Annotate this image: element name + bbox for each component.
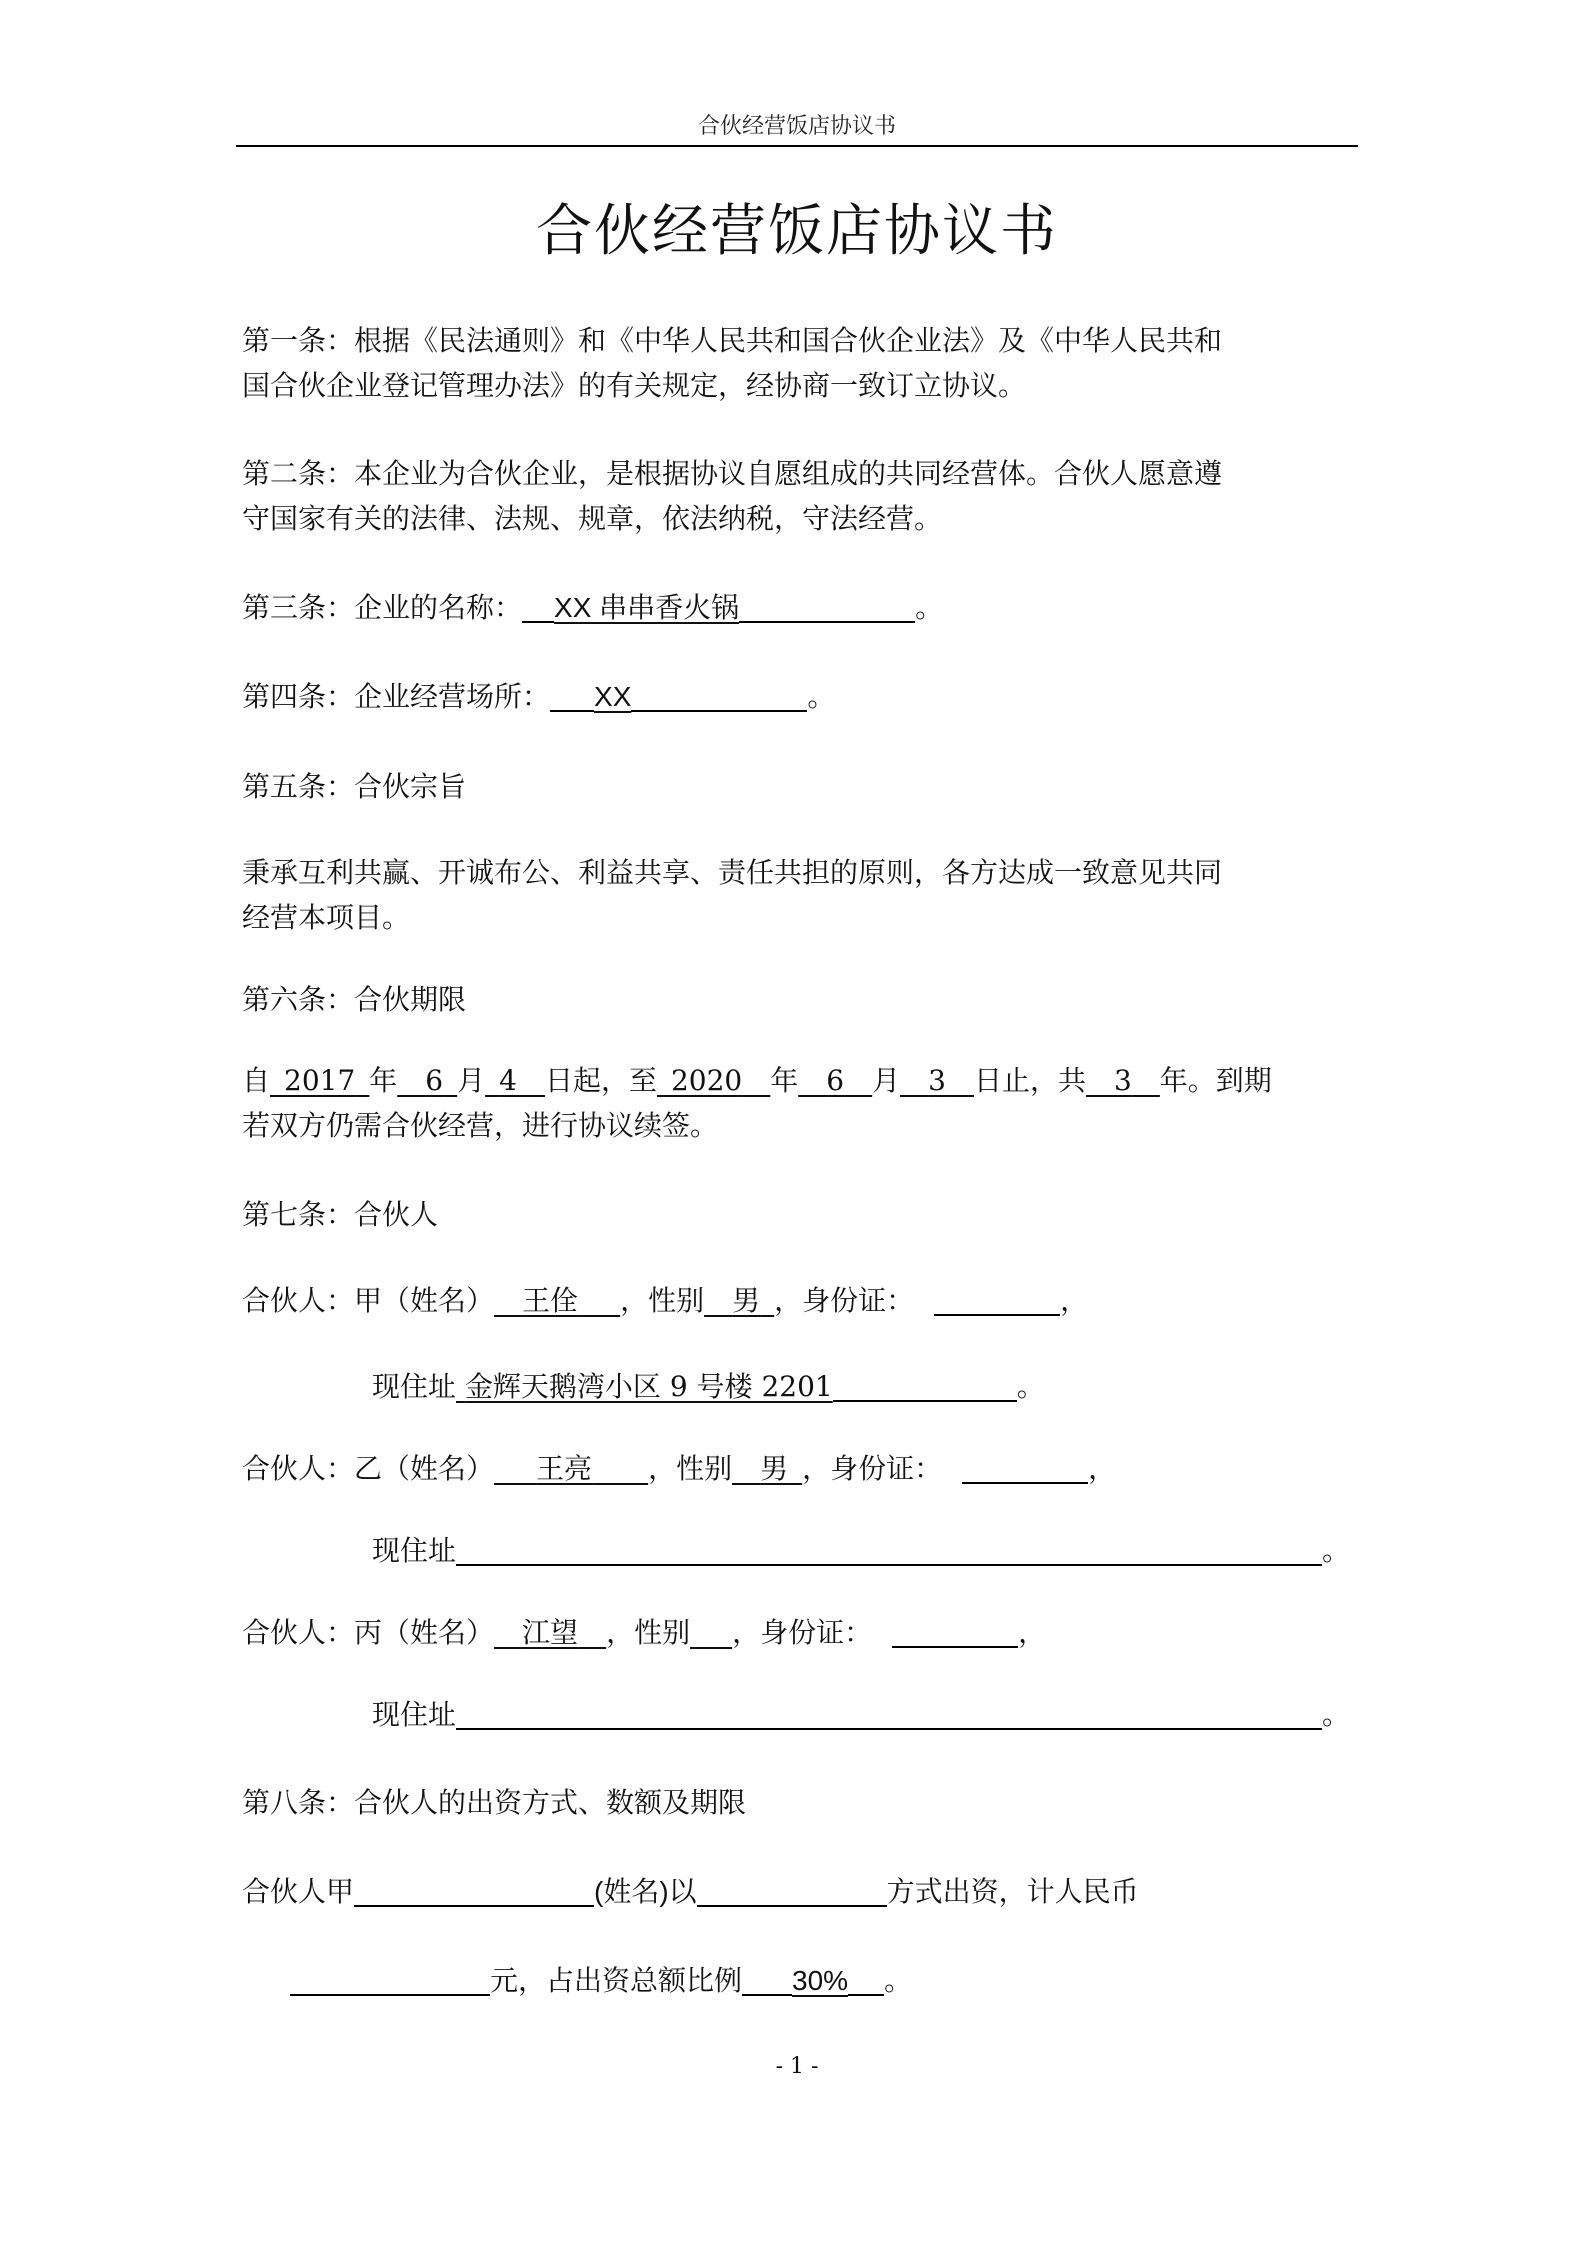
page-number: - 1 - bbox=[775, 2054, 819, 2079]
end-year: _2020__ bbox=[656, 1064, 771, 1097]
start-month: __6_ bbox=[397, 1064, 458, 1097]
article-4-label: 第四条：企业经营场所： bbox=[242, 680, 551, 713]
blank bbox=[848, 1960, 884, 1996]
period: 。 bbox=[1322, 1698, 1351, 1731]
term-text: 年 bbox=[369, 1064, 398, 1097]
start-day: _4__ bbox=[485, 1064, 545, 1097]
article-7-heading: 第七条：合伙人 bbox=[242, 1198, 439, 1231]
partner-label: 合伙人： bbox=[242, 1616, 355, 1649]
contribution-text: 元，占出资总额比例 bbox=[490, 1964, 743, 1997]
partner-b-id bbox=[962, 1448, 1088, 1484]
term-text: 年。到期 bbox=[1159, 1064, 1272, 1097]
article-2-line-2: 守国家有关的法律、法规、规章，依法纳税，守法经营。 bbox=[242, 502, 943, 535]
period: 。 bbox=[1322, 1534, 1351, 1567]
partner-b-address bbox=[456, 1530, 1322, 1566]
document-title: 合伙经营饭店协议书 bbox=[536, 199, 1058, 264]
article-6-renewal: 若双方仍需合伙经营，进行协议续签。 bbox=[242, 1109, 719, 1142]
id-label: ，身份证： bbox=[802, 1452, 943, 1485]
comma: ， bbox=[1060, 1284, 1089, 1317]
partner-c-id bbox=[892, 1612, 1018, 1648]
article-5-line-2: 经营本项目。 bbox=[242, 901, 411, 934]
article-1 bbox=[242, 318, 1354, 408]
partner-label: 合伙人： bbox=[242, 1452, 355, 1485]
partner-role: 甲 bbox=[354, 1284, 383, 1317]
contribution-amount bbox=[290, 1960, 490, 1996]
partner-a-address-row bbox=[372, 1364, 1484, 1409]
blank bbox=[522, 587, 554, 623]
term-text: 月 bbox=[457, 1064, 486, 1097]
comma: ， bbox=[1088, 1452, 1117, 1485]
term-years: __3__ bbox=[1085, 1064, 1160, 1097]
blank bbox=[833, 1366, 1017, 1402]
partner-label: 合伙人： bbox=[242, 1284, 355, 1317]
gender-label: ，性别 bbox=[648, 1452, 733, 1485]
comma: ， bbox=[1018, 1616, 1047, 1649]
term-text: 日止，共 bbox=[973, 1064, 1086, 1097]
partner-a-name: __王佺___ bbox=[494, 1284, 621, 1317]
contribution-amount-row bbox=[290, 1958, 1402, 2003]
contribution-method bbox=[697, 1871, 887, 1907]
start-year: _2017_ bbox=[270, 1064, 370, 1097]
period: 。 bbox=[915, 591, 944, 624]
blank bbox=[739, 587, 915, 623]
partner-c-row bbox=[242, 1610, 1354, 1655]
gender-label: ，性别 bbox=[606, 1616, 691, 1649]
partner-role: 丙 bbox=[354, 1616, 383, 1649]
partner-a-id bbox=[934, 1280, 1060, 1316]
period: 。 bbox=[807, 680, 836, 713]
address-label: 现住址 bbox=[372, 1698, 457, 1731]
name-label: （姓名） bbox=[382, 1284, 495, 1317]
article-5-body bbox=[242, 850, 1354, 940]
address-label: 现住址 bbox=[372, 1534, 457, 1567]
end-day: __3__ bbox=[900, 1064, 974, 1097]
period: 。 bbox=[1016, 1370, 1045, 1403]
article-1-line-2: 国合伙企业登记管理办法》的有关规定，经协商一致订立协议。 bbox=[242, 369, 1027, 402]
enterprise-name: XX 串串香火锅 bbox=[554, 592, 740, 623]
term-text: 年 bbox=[770, 1064, 799, 1097]
partner-b-gender: __男_ bbox=[732, 1452, 803, 1485]
partner-b-row bbox=[242, 1446, 1354, 1491]
contribution-text: (姓名)以 bbox=[594, 1876, 697, 1907]
gender-label: ，性别 bbox=[620, 1284, 705, 1317]
contribution-text: 合伙人甲 bbox=[242, 1875, 355, 1908]
article-6-term bbox=[242, 1058, 1354, 1103]
article-5-heading: 第五条：合伙宗旨 bbox=[242, 770, 467, 803]
term-text: 日起，至 bbox=[544, 1064, 657, 1097]
blank bbox=[631, 676, 807, 712]
contribution-text: 方式出资，计人民币 bbox=[886, 1875, 1139, 1908]
running-header: 合伙经营饭店协议书 bbox=[697, 114, 896, 139]
article-4 bbox=[242, 674, 1354, 719]
name-label: （姓名） bbox=[382, 1452, 495, 1485]
partner-b-name: ___王亮____ bbox=[494, 1452, 649, 1485]
contribution-ratio: 30% bbox=[792, 1965, 849, 1996]
id-label: ，身份证： bbox=[732, 1616, 873, 1649]
header-rule bbox=[236, 145, 1358, 147]
article-3-label: 第三条：企业的名称： bbox=[242, 591, 523, 624]
article-2 bbox=[242, 451, 1354, 541]
name-label: （姓名） bbox=[382, 1616, 495, 1649]
article-8-heading: 第八条：合伙人的出资方式、数额及期限 bbox=[242, 1786, 747, 1819]
partner-c-gender: ___ bbox=[690, 1616, 733, 1649]
partner-c-address-row bbox=[372, 1692, 1484, 1737]
blank bbox=[742, 1960, 792, 1996]
term-text: 自 bbox=[242, 1064, 271, 1097]
article-3 bbox=[242, 585, 1354, 630]
address-label: 现住址 bbox=[372, 1370, 457, 1403]
term-text: 月 bbox=[872, 1064, 901, 1097]
id-label: ，身份证： bbox=[774, 1284, 915, 1317]
contribution-row bbox=[242, 1869, 1354, 1914]
business-location: XX bbox=[594, 681, 632, 712]
partner-c-name: __江望__ bbox=[494, 1616, 607, 1649]
partner-c-address bbox=[456, 1694, 1322, 1730]
partner-a-row bbox=[242, 1278, 1354, 1323]
article-2-line-1: 第二条：本企业为合伙企业，是根据协议自愿组成的共同经营体。合伙人愿意遵 bbox=[242, 457, 1223, 490]
period: 。 bbox=[884, 1964, 913, 1997]
blank bbox=[550, 676, 594, 712]
article-6-heading: 第六条：合伙期限 bbox=[242, 983, 467, 1016]
partner-role: 乙 bbox=[354, 1452, 383, 1485]
partner-a-address: 金辉天鹅湾小区 9 号楼 2201 bbox=[464, 1370, 833, 1403]
partner-b-address-row bbox=[372, 1528, 1484, 1573]
contributor-name bbox=[354, 1871, 594, 1907]
article-1-line-1: 第一条：根据《民法通则》和《中华人民共和国合伙企业法》及《中华人民共和 bbox=[242, 324, 1223, 357]
end-month: __6__ bbox=[798, 1064, 873, 1097]
article-5-line-1: 秉承互利共赢、开诚布公、利益共享、责任共担的原则，各方达成一致意见共同 bbox=[242, 856, 1223, 889]
partner-a-gender: __男_ bbox=[704, 1284, 775, 1317]
